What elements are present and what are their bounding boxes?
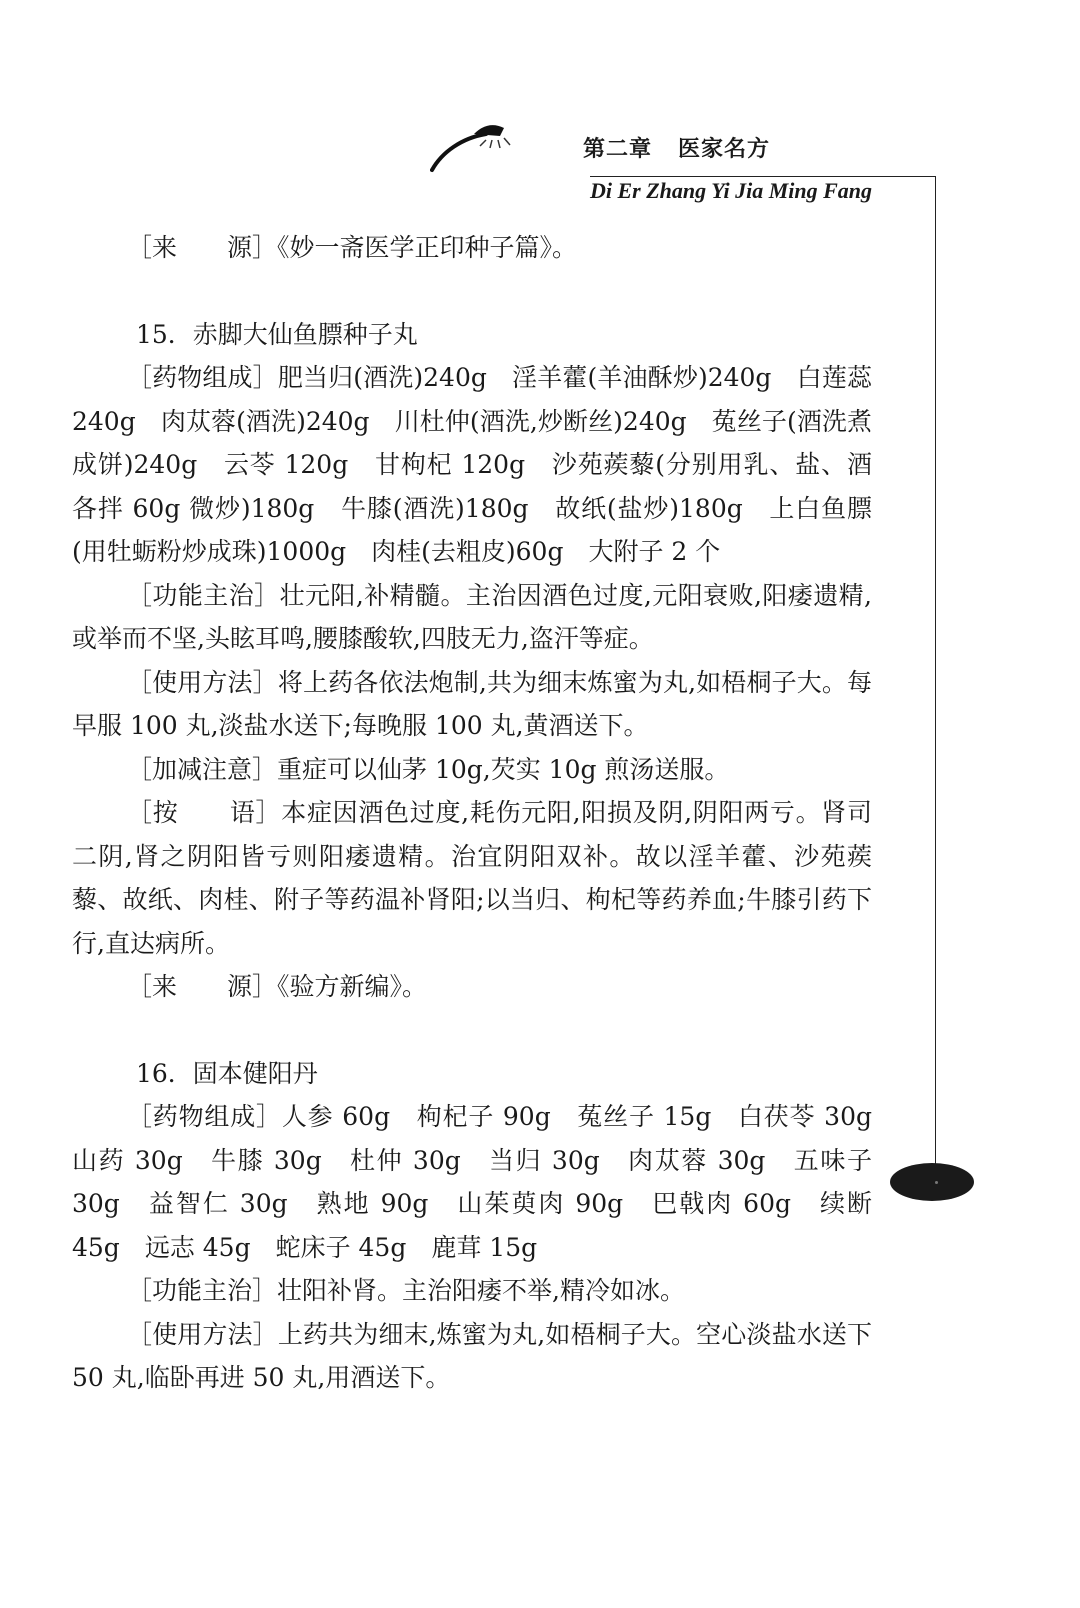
field-text: 壮阳补肾。主治阳痿不举,精冷如冰。 — [277, 1276, 685, 1305]
field-label: ［使用方法］ — [127, 667, 278, 697]
header-pinyin: Di Er Zhang Yi Jia Ming Fang — [590, 178, 873, 203]
margin-rule — [935, 176, 936, 1180]
field-text: 壮元阳,补精髓。主治因酒色过度,元阳衰败,阳痿遗精,或举而不坚,头眩耳鸣,腰膝酸软,四肢无力,盗汗等症。 — [72, 580, 872, 653]
field-label: ［来 源］ — [127, 972, 278, 1001]
thumb-tab-dot — [935, 1181, 938, 1184]
running-header — [583, 132, 770, 163]
usage-entry — [72, 1313, 872, 1400]
desk-lamp-icon — [430, 118, 520, 174]
field-label: ［功能主治］ — [127, 580, 280, 610]
field-text: 上药共为细末,炼蜜为丸,如梧桐子大。空心淡盐水送下 50 丸,临卧再进 50 丸,用酒送下。 — [72, 1319, 872, 1392]
source-entry — [72, 965, 872, 1009]
recipe-title: 15．赤脚大仙鱼膘种子丸 — [136, 319, 418, 349]
field-text: 本症因酒色过度,耗伤元阳,阳损及阴,阴阳两亏。肾司二阴,肾之阴阳皆亏则阳痿遗精。治宜阴阳双补。故以淫羊藿、沙苑蒺藜、故纸、肉桂、附子等药温补肾阳;以当归、枸杞等药养血;牛膝引药下行,直达病所。 — [72, 798, 872, 958]
field-label: ［药物组成］ — [127, 363, 278, 392]
field-label: ［加减注意］ — [127, 754, 278, 784]
chapter-label: 第二章 — [583, 136, 653, 162]
function-entry — [72, 1269, 872, 1313]
usage-entry — [72, 661, 872, 748]
field-label: ［使用方法］ — [127, 1319, 278, 1349]
function-entry — [72, 574, 872, 661]
page-body — [72, 226, 897, 1400]
field-label: ［按 语］ — [127, 798, 282, 827]
source-entry — [72, 226, 872, 270]
section-title: 医家名方 — [678, 136, 771, 162]
field-label: ［来 源］ — [127, 233, 278, 262]
field-text: 将上药各依法炮制,共为细末炼蜜为丸,如梧桐子大。每早服 100 丸,淡盐水送下;每晚服 100 丸,黄酒送下。 — [72, 667, 872, 740]
field-label: ［药物组成］ — [127, 1102, 282, 1131]
field-text: 人参 60g 枸杞子 90g 菟丝子 15g 白茯苓 30g 山药 30g 牛膝 30g 杜仲 30g 当归 30g 肉苁蓉 30g 五味子 30g 益智仁 30g 熟地 90g 山茱萸肉 90g 巴戟肉 60g 续断 45g 远志 45g 蛇床子 45g 鹿茸 15g — [72, 1102, 897, 1262]
thumb-tab — [890, 1163, 974, 1201]
note-entry — [72, 791, 872, 965]
field-text: 肥当归(酒洗)240g 淫羊藿(羊油酥炒)240g 白莲蕊 240g 肉苁蓉(酒洗)240g 川杜仲(酒洗,炒断丝)240g 菟丝子(酒洗煮成饼)240g 云苓 120g 甘枸杞 120g 沙苑蒺藜(分别用乳、盐、酒各拌 60g 微炒)180g 牛膝(酒洗)180g 故纸(盐炒)180g 上白鱼膘(用牡蛎粉炒成珠)1000g 肉桂(去粗皮)60g 大附子 2 个 — [72, 363, 872, 566]
field-text: 《妙一斋医学正印种子篇》。 — [277, 233, 578, 262]
header-rule — [590, 176, 936, 177]
ingredients-entry — [72, 1095, 897, 1269]
field-text: 重症可以仙茅 10g,芡实 10g 煎汤送服。 — [277, 754, 730, 784]
field-label: ［功能主治］ — [127, 1276, 278, 1305]
modification-entry — [72, 748, 872, 792]
field-text: 《验方新编》。 — [277, 972, 428, 1001]
ingredients-entry — [72, 356, 872, 574]
recipe-title: 16．固本健阳丹 — [136, 1058, 318, 1088]
